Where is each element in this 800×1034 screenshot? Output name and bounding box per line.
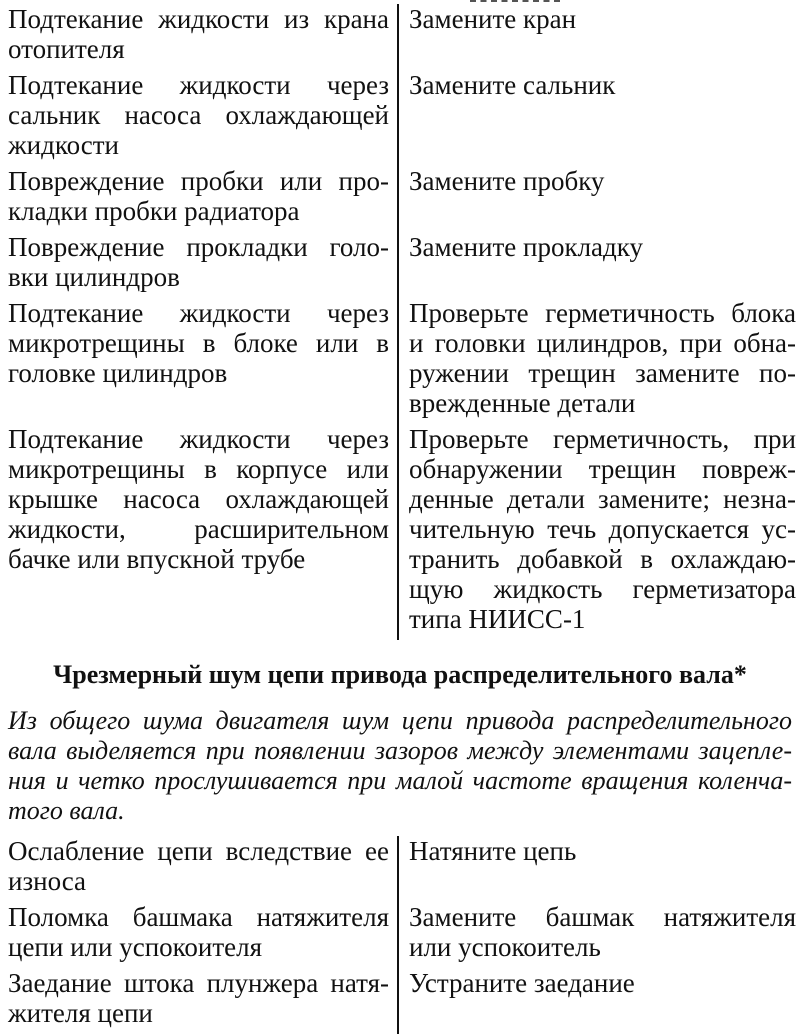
cause-cell: Подтекание жидкости через микротрещины в блоке или в головке цилиндров xyxy=(0,298,398,424)
remedy-cell: Проверьте герметичность блока и головки цилиндров, при обнаружении трещин замените поврежденные детали xyxy=(409,298,796,418)
table-row xyxy=(0,968,800,1034)
remedy-cell: Проверьте герметичность, при обнаружении трещин поврежденные детали замените; незначительную течь допускается устранить добавкой в охлаждающую жидкость герметизатора типа НИИСС-1 xyxy=(409,424,796,634)
cause-cell: Ослабление цепи вследствие ее износа xyxy=(0,836,398,902)
section-heading: Чрезмерный шум цепи привода распределительного вала* xyxy=(53,660,747,689)
troubleshooting-table-chain-noise xyxy=(0,836,800,1034)
remedy-cell: Замените башмак натяжителя или успокоитель xyxy=(409,902,796,962)
troubleshooting-table-leaks xyxy=(0,4,800,640)
table-row xyxy=(0,902,800,968)
cause-cell: Подтекание жидкости через микротрещины в корпусе или крышке насоса охлаждающей жидкости, расширительном бачке или впускной трубе xyxy=(0,424,398,640)
table-row xyxy=(0,232,800,298)
table-row xyxy=(0,4,800,70)
cause-cell: Подтекание жидкости из крана отопителя xyxy=(0,4,398,70)
table-row xyxy=(0,298,800,424)
remedy-cell: Замените прокладку xyxy=(409,232,644,262)
table-row xyxy=(0,166,800,232)
cause-cell: Повреждение прокладки головки цилиндров xyxy=(0,232,398,298)
table-row xyxy=(0,836,800,902)
remedy-cell: Замените пробку xyxy=(409,166,605,196)
cause-cell: Повреждение пробки или прокладки пробки радиатора xyxy=(0,166,398,232)
table-row xyxy=(0,424,800,640)
cause-cell: Заедание штока плунжера натяжителя цепи xyxy=(0,968,398,1034)
section-note: Из общего шума двигателя шум цепи привода распределительного вала выделяется при появлении зазоров между элементами зацепления и четко прослушивается при малой частоте вращения коленчатого вала. xyxy=(8,706,792,825)
remedy-cell: Натяните цепь xyxy=(409,836,577,866)
remedy-cell: Замените сальник xyxy=(409,70,616,100)
cause-cell: Поломка башмака натяжителя цепи или успокоителя xyxy=(0,902,398,968)
cause-cell: Подтекание жидкости через сальник насоса охлаждающей жидкости xyxy=(0,70,398,166)
remedy-cell: Замените кран xyxy=(409,4,577,34)
remedy-cell: Устраните заедание xyxy=(409,968,635,998)
table-row xyxy=(0,70,800,166)
